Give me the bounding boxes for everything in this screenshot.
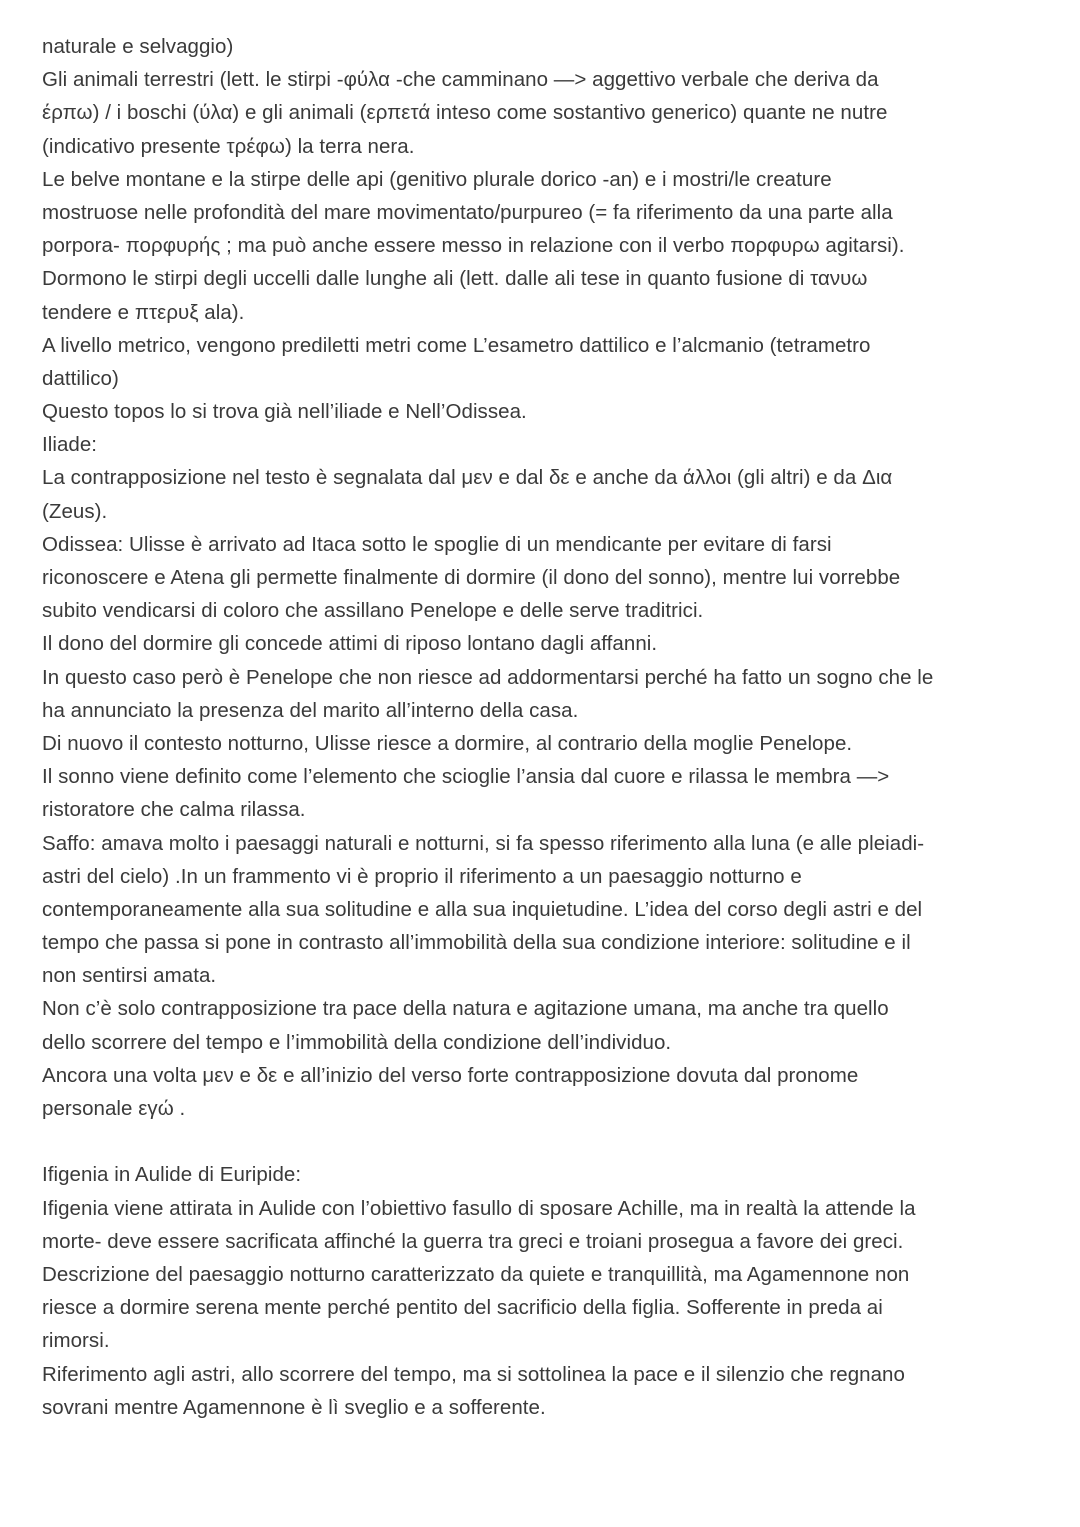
text-line: morte- deve essere sacrificata affinché la guerra tra greci e troiani prosegua a favore dei greci. — [42, 1229, 904, 1253]
text-line: Ancora una volta μεν e δε e all’inizio del verso forte contrapposizione dovuta dal pronome — [42, 1063, 859, 1087]
text-line: Dormono le stirpi degli uccelli dalle lunghe ali (lett. dalle ali tese in quanto fusione di τανυω — [42, 267, 868, 291]
text-line: tendere e πτερυξ ala). — [42, 300, 245, 324]
text-line: La contrapposizione nel testo è segnalata dal μεν e dal δε e anche da άλλοι (gli altri) e da Δια — [42, 466, 893, 490]
text-line: (indicativo presente τρέφω) la terra nera. — [42, 134, 415, 158]
text-line: έρπω) / i boschi (ύλα) e gli animali (ερπετά inteso come sostantivo generico) quante ne nutre — [42, 101, 888, 125]
text-line: riconoscere e Atena gli permette finalmente di dormire (il dono del sonno), mentre lui vorrebbe — [42, 566, 901, 589]
text-line: subito vendicarsi di coloro che assillano Penelope e delle serve traditrici. — [42, 599, 704, 623]
text-line: dello scorrere del tempo e l’immobilità della condizione dell’individuo. — [42, 1030, 672, 1054]
text-line: rimorsi. — [42, 1329, 110, 1353]
text-line: Ifigenia viene attirata in Aulide con l’obiettivo fasullo di sposare Achille, ma in realtà la attende la — [42, 1196, 916, 1220]
text-line: Questo topos lo si trova già nell’iliade e Nell’Odissea. — [42, 400, 527, 424]
text-line: Non c’è solo contrapposizione tra pace della natura e agitazione umana, ma anche tra quello — [42, 997, 889, 1021]
text-line: ristoratore che calma rilassa. — [42, 798, 306, 822]
text-line: astri del cielo) .In un frammento vi è proprio il riferimento a un paesaggio notturno e — [42, 864, 802, 888]
text-line: Gli animali terrestri (lett. le stirpi -φύλα -che camminano —> aggettivo verbale che deriva da — [42, 68, 879, 92]
text-line: non sentirsi amata. — [42, 964, 217, 988]
text-line: Il dono del dormire gli concede attimi di riposo lontano dagli affanni. — [42, 632, 658, 656]
text-line: mostruose nelle profondità del mare movimentato/purpureo (= fa riferimento da una parte alla — [42, 200, 893, 224]
text-line: (Zeus). — [42, 499, 108, 523]
text-line: Riferimento agli astri, allo scorrere del tempo, ma si sottolinea la pace e il silenzio che regnano — [42, 1362, 905, 1386]
text-line: Di nuovo il contesto notturno, Ulisse riesce a dormire, al contrario della moglie Penelope. — [42, 731, 853, 755]
blank-line — [42, 1125, 1052, 1158]
text-line: porpora- πορφυρής ; ma può anche essere messo in relazione con il verbo πορφυρω agitarsi). — [42, 234, 905, 258]
text-line: ha annunciato la presenza del marito all’interno della casa. — [42, 698, 579, 722]
text-line: In questo caso però è Penelope che non riesce ad addormentarsi perché ha fatto un sogno che le — [42, 665, 934, 689]
text-line: Odissea: Ulisse è arrivato ad Itaca sotto le spoglie di un mendicante per evitare di farsi — [42, 532, 832, 556]
text-line: sovrani mentre Agamennone è lì sveglio e a sofferente. — [42, 1395, 546, 1419]
section-heading-iliade: Iliade: — [42, 433, 98, 457]
text-line: contemporaneamente alla sua solitudine e alla sua inquietudine. L’idea del corso degli astri e del — [42, 897, 923, 921]
text-line: dattilico) — [42, 366, 119, 390]
text-line: Il sonno viene definito come l’elemento che scioglie l’ansia dal cuore e rilassa le membra —> — [42, 765, 890, 789]
text-line: personale εγώ . — [42, 1097, 186, 1120]
text-line: Descrizione del paesaggio notturno caratterizzato da quiete e tranquillità, ma Agamennone non — [42, 1262, 910, 1286]
text-line: naturale e selvaggio) — [42, 35, 234, 58]
text-line: riesce a dormire serena mente perché pentito del sacrificio della figlia. Sofferente in preda ai — [42, 1296, 883, 1320]
text-line: tempo che passa si pone in contrasto all’immobilità della sua condizione interiore: solitudine e il — [42, 931, 911, 955]
document-body — [42, 30, 1052, 1424]
text-line: A livello metrico, vengono prediletti metri come L’esametro dattilico e l’alcmanio (tetrametro — [42, 333, 871, 357]
text-line: Saffo: amava molto i paesaggi naturali e notturni, si fa spesso riferimento alla luna (e alle pleiadi- — [42, 831, 925, 855]
text-line: Le belve montane e la stirpe delle api (genitivo plurale dorico -an) e i mostri/le creature — [42, 167, 832, 191]
section-heading-ifigenia: Ifigenia in Aulide di Euripide: — [42, 1163, 302, 1187]
